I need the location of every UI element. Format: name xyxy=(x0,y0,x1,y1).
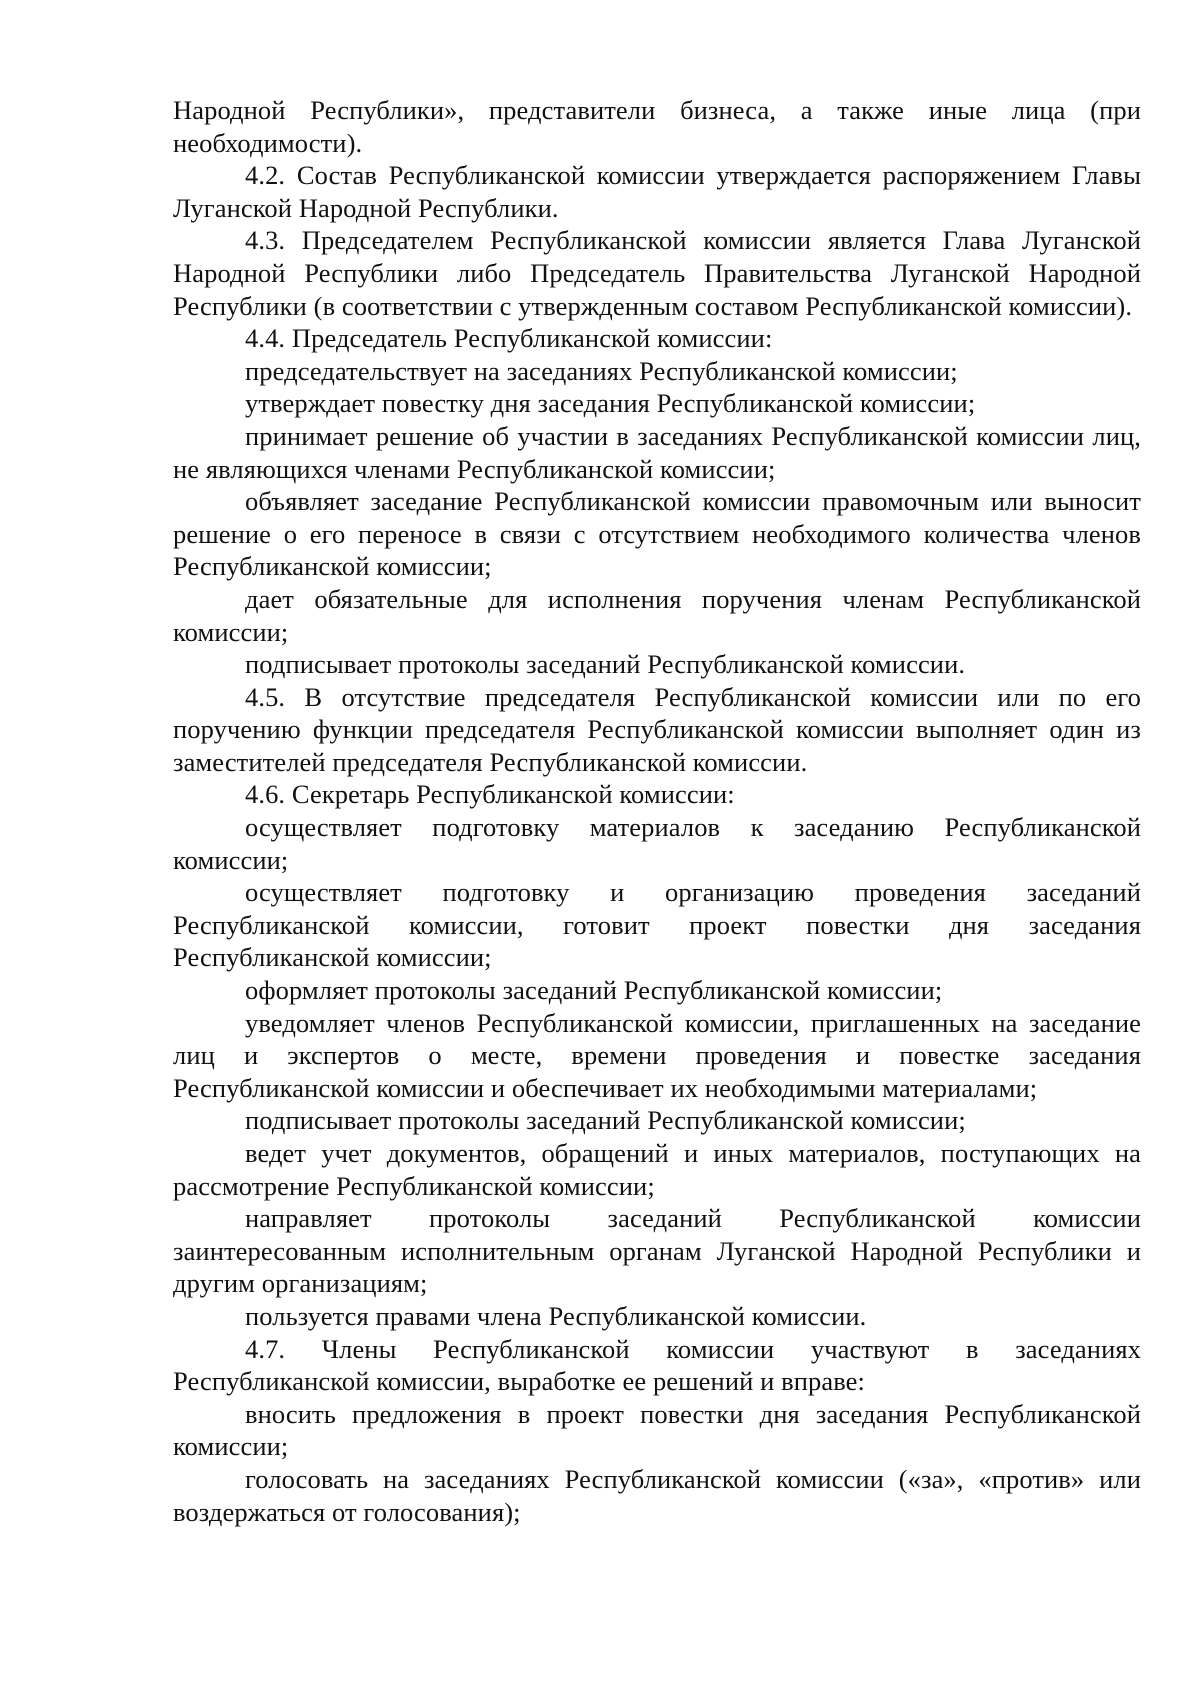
list-item: осуществляет подготовку и организацию проведения заседаний Республиканской комиссии, готовит проект повестки дня заседания Республиканской комиссии; xyxy=(173,877,1141,973)
paragraph-4-7: 4.7. Члены Республиканской комиссии участвуют в заседаниях Республиканской комиссии, выработке ее решений и вправе: xyxy=(173,1333,1141,1397)
list-item: принимает решение об участии в заседаниях Республиканской комиссии лиц, не являющихся членами Республиканской комиссии; xyxy=(173,420,1141,484)
paragraph-4-4: 4.4. Председатель Республиканской комиссии: xyxy=(245,323,773,354)
paragraph-4-5: 4.5. В отсутствие председателя Республиканской комиссии или по его поручению функции председателя Республиканской комиссии выполняет один из заместителей председателя Республиканской комиссии. xyxy=(173,681,1141,777)
paragraph-4-3: 4.3. Председателем Республиканской комиссии является Глава Луганской Народной Республики либо Председатель Правительства Луганской Народной Республики (в соответствии с утвержденным составом Республиканской комиссии). xyxy=(173,225,1141,321)
document-page xyxy=(173,94,1141,1528)
list-item: уведомляет членов Республиканской комиссии, приглашенных на заседание лиц и экспертов о месте, времени проведения и повестке заседания Республиканской комиссии и обеспечивает их необходимыми материалами; xyxy=(173,1007,1141,1103)
list-item: пользуется правами члена Республиканской комиссии. xyxy=(245,1300,867,1331)
paragraph-4-6: 4.6. Секретарь Республиканской комиссии: xyxy=(245,779,735,810)
list-item: дает обязательные для исполнения поручения членам Республиканской комиссии; xyxy=(173,583,1141,647)
list-item: председательствует на заседаниях Республиканской комиссии; xyxy=(245,355,958,386)
list-item: вносить предложения в проект повестки дня заседания Республиканской комиссии; xyxy=(173,1398,1141,1462)
list-item: ведет учет документов, обращений и иных материалов, поступающих на рассмотрение Республиканской комиссии; xyxy=(173,1138,1141,1201)
list-item: подписывает протоколы заседаний Республиканской комиссии; xyxy=(245,1105,966,1136)
list-item: объявляет заседание Республиканской комиссии правомочным или выносит решение о его переносе в связи с отсутствием необходимого количества членов Республиканской комиссии; xyxy=(173,486,1141,582)
list-item: подписывает протоколы заседаний Республиканской комиссии. xyxy=(245,649,966,680)
paragraph-continuation: Народной Республики», представители бизнеса, а также иные лица (при необходимости). xyxy=(173,95,1141,158)
list-item: направляет протоколы заседаний Республиканской комиссии заинтересованным исполнительным органам Луганской Народной Республики и другим организациям; xyxy=(173,1203,1141,1299)
paragraph-4-2: 4.2. Состав Республиканской комиссии утверждается распоряжением Главы Луганской Народной Республики. xyxy=(173,160,1141,223)
list-item: утверждает повестку дня заседания Республиканской комиссии; xyxy=(245,388,976,419)
list-item: оформляет протоколы заседаний Республиканской комиссии; xyxy=(245,975,943,1006)
list-item: голосовать на заседаниях Республиканской комиссии («за», «против» или воздержаться от голосования); xyxy=(173,1463,1141,1527)
list-item: осуществляет подготовку материалов к заседанию Республиканской комиссии; xyxy=(173,812,1141,875)
